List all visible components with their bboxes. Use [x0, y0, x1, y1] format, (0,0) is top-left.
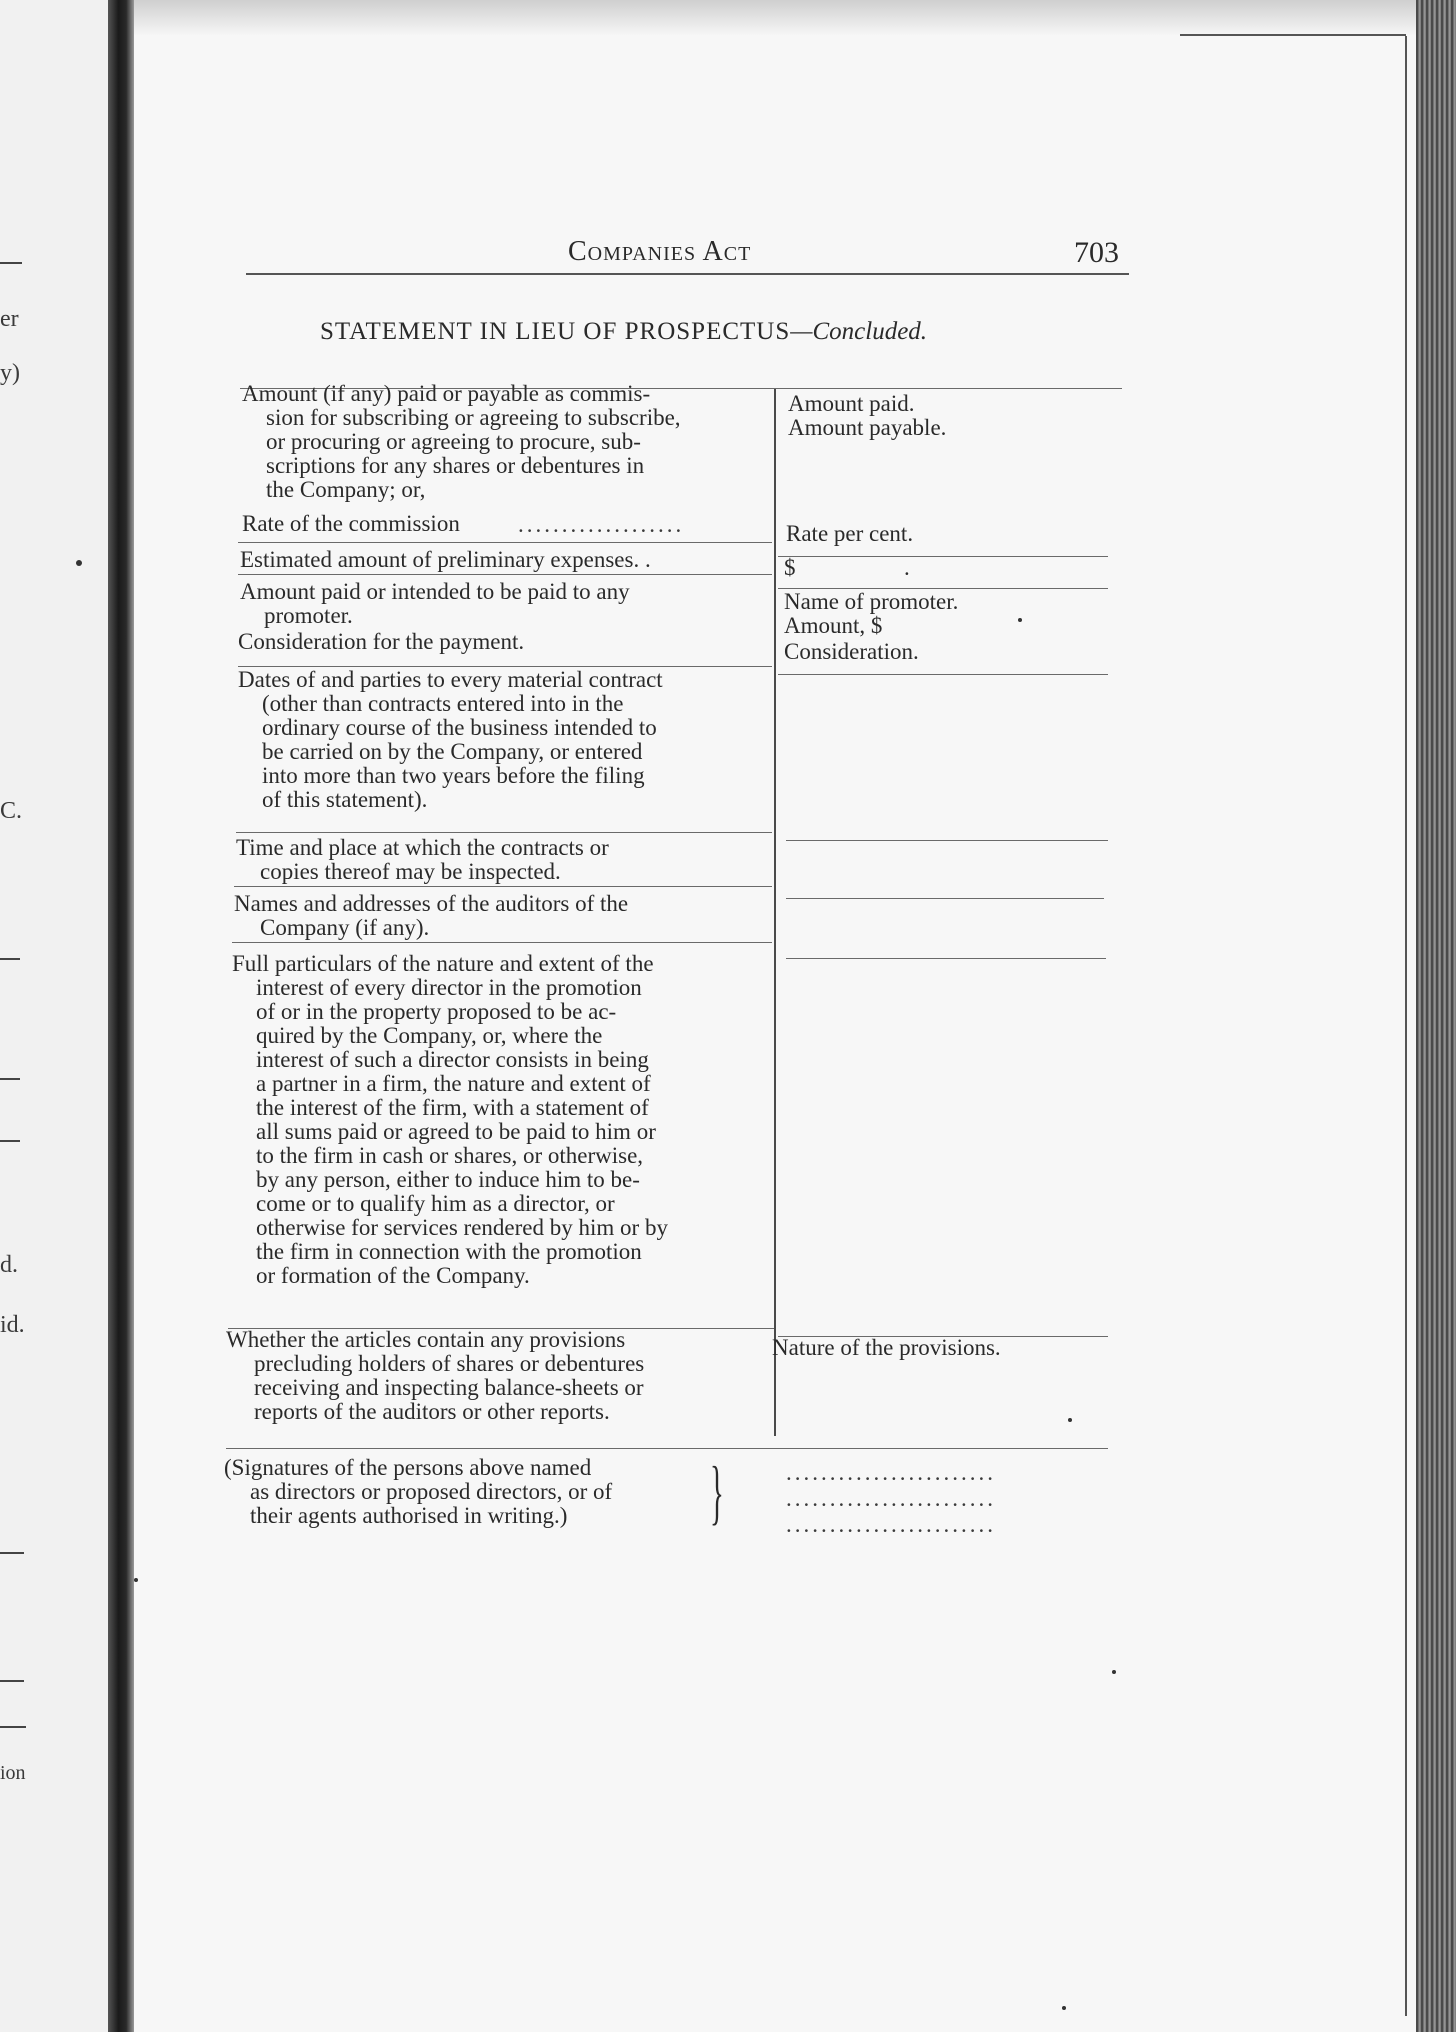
row-rule [778, 674, 1108, 675]
row1-line4: scriptions for any shares or debentures in [266, 453, 645, 478]
print-speck [134, 1578, 138, 1582]
row3-right-amount: Amount, $ [784, 613, 883, 638]
page-number: 703 [1074, 236, 1119, 269]
column-divider [774, 388, 776, 1436]
row8-line1: Whether the articles contain any provisions [226, 1327, 626, 1352]
title-suffix: —Concluded. [790, 318, 928, 345]
book-gutter [108, 0, 134, 2032]
row4-line6: of this statement). [262, 787, 428, 812]
row8-line3: receiving and inspecting balance-sheets or [254, 1375, 644, 1400]
header-rule [246, 273, 1129, 275]
prev-fragment-6: ion [0, 1762, 26, 1784]
prev-fragment-2: y) [0, 360, 20, 386]
print-speck [76, 560, 82, 566]
prev-fragment-3: C. [0, 798, 23, 824]
row1-line5: the Company; or, [266, 477, 426, 502]
row4-line4: be carried on by the Company, or entered [262, 739, 643, 764]
table-bottom-rule [226, 1448, 1108, 1449]
prev-dash [0, 1078, 20, 1080]
row4-line2: (other than contracts entered into in the [262, 691, 624, 716]
row-rule [778, 556, 1108, 557]
row-rule [786, 958, 1106, 959]
row3-right-name: Name of promoter. [784, 589, 959, 614]
row8-line2: precluding holders of shares or debentures [254, 1351, 645, 1376]
row7-line2: interest of every director in the promotion [256, 975, 642, 1000]
signature-line1: (Signatures of the persons above named [224, 1455, 592, 1480]
row7-line8: all sums paid or agreed to be paid to him or [256, 1119, 656, 1144]
prev-dash [0, 262, 22, 264]
row3-line1: Amount paid or intended to be paid to any [240, 579, 630, 604]
row8-right-nature: Nature of the provisions. [772, 1335, 1001, 1360]
signature-line3: their agents authorised in writing.) [250, 1503, 568, 1528]
prev-dash [0, 1140, 20, 1142]
row7-line14: or formation of the Company. [256, 1263, 530, 1288]
prev-fragment-1: er [0, 306, 19, 332]
row4-line1: Dates of and parties to every material contract [238, 667, 663, 692]
row1-line1: Amount (if any) paid or payable as commis- [242, 381, 651, 406]
row4-line5: into more than two years before the filing [262, 763, 645, 788]
row4-line3: ordinary course of the business intended to [262, 715, 657, 740]
row2-point: . [904, 555, 910, 580]
row8-line4: reports of the auditors or other reports. [254, 1399, 610, 1424]
row1-right-rate: Rate per cent. [786, 521, 914, 546]
signature-brace: } [710, 1452, 724, 1532]
signature-dotted-line-2: ........................ [786, 1486, 996, 1511]
row7-line3: of or in the property proposed to be ac- [256, 999, 617, 1024]
print-speck [1068, 1418, 1072, 1422]
row7-line4: quired by the Company, or, where the [256, 1023, 603, 1048]
row7-line6: a partner in a firm, the nature and extent of [256, 1071, 651, 1096]
page-edges [1416, 0, 1456, 2032]
print-speck [1112, 1670, 1116, 1674]
print-speck [1018, 618, 1022, 622]
row-rule [232, 942, 772, 943]
prev-dash [0, 1726, 26, 1728]
row7-line12: otherwise for services rendered by him or by [256, 1215, 668, 1240]
row3-line3: Consideration for the payment. [238, 629, 525, 654]
row5-line2: copies thereof may be inspected. [260, 859, 561, 884]
print-speck [1062, 2006, 1066, 2010]
row1-line2: sion for subscribing or agreeing to subscribe, [266, 405, 681, 430]
page-border-rule [1405, 36, 1407, 2016]
page-title [320, 318, 927, 346]
row1-right-amount-payable: Amount payable. [788, 415, 947, 440]
row1-right-amount-paid: Amount paid. [788, 391, 915, 416]
row7-line11: come or to qualify him as a director, or [256, 1191, 615, 1216]
row1-rate-label: Rate of the commission [242, 511, 460, 536]
signature-line2: as directors or proposed directors, or of [250, 1479, 613, 1504]
signature-dotted-line-1: ........................ [786, 1460, 996, 1485]
row2-line1: Estimated amount of preliminary expenses. . [240, 547, 651, 572]
previous-page [0, 0, 118, 2032]
running-head: Companies Act [568, 236, 752, 267]
signature-dotted-line-3: ........................ [786, 1512, 996, 1537]
prev-dash [0, 1680, 24, 1682]
row-rule [786, 898, 1104, 899]
row6-line2: Company (if any). [260, 915, 430, 940]
row6-line1: Names and addresses of the auditors of the [234, 891, 629, 916]
row1-leader-dots: ................... [518, 512, 685, 537]
row7-line1: Full particulars of the nature and extent of the [232, 951, 654, 976]
page-top-shadow [134, 0, 1420, 36]
prev-fragment-5: id. [0, 1312, 25, 1338]
page-border-rule [1180, 34, 1406, 36]
row2-dollar: $ [784, 555, 796, 580]
row3-right-consideration: Consideration. [784, 639, 919, 664]
row-rule [238, 542, 772, 543]
row7-line13: the firm in connection with the promotion [256, 1239, 642, 1264]
row-rule [786, 840, 1108, 841]
prev-fragment-4: d. [0, 1252, 18, 1278]
row-rule [234, 886, 772, 887]
row7-line5: interest of such a director consists in being [256, 1047, 649, 1072]
row7-line9: to the firm in cash or shares, or otherwise, [256, 1143, 644, 1168]
prev-dash [0, 958, 20, 960]
prev-dash [0, 1552, 24, 1554]
row7-line10: by any person, either to induce him to be- [256, 1167, 640, 1192]
row-rule [236, 832, 772, 833]
row3-line2: promoter. [264, 603, 353, 628]
title-main: STATEMENT IN LIEU OF PROSPECTUS [320, 318, 791, 345]
row-rule [238, 574, 772, 575]
row1-line3: or procuring or agreeing to procure, sub- [266, 429, 641, 454]
row5-line1: Time and place at which the contracts or [236, 835, 609, 860]
row7-line7: the interest of the firm, with a statement of [256, 1095, 649, 1120]
